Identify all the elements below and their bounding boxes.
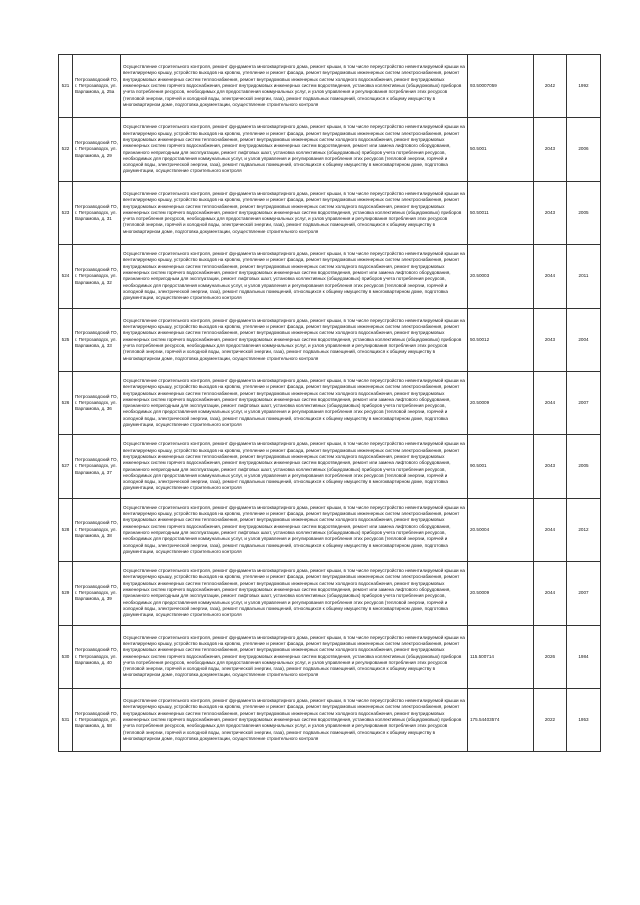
works-table-body [59,55,601,752]
row-number: 525 [59,308,73,371]
row-year-plan: 2043 [534,181,567,244]
table-row [59,562,601,625]
row-year-built: 2005 [567,181,601,244]
row-number: 524 [59,245,73,308]
row-year-plan: 2026 [534,625,567,688]
row-works: Осуществление строительного контроля, ремонт фундамента многоквартирного дома, ремонт крыши, в том числе переустройство невентилируемой крыши на вентилируемую крышу, устройство выходов на кровлю, утепление и ремонт фасада, ремонт внутридомовых инженерных систем электроснабжения, ремонт внутридомовых инженерных систем теплоснабжения, ремонт внутридомовых инженерных систем холодного водоснабжения, ремонт внутридомовых инженерных систем горячего водоснабжения, ремонт внутридомовых инженерных систем водоотведения, установка коллективных (общедомовых) приборов учета потребления ресурсов, необходимых для предоставления коммунальных услуг, и узлов управления и регулирования потребления этих ресурсов (тепловой энергии, горячей и холодной воды, электрической энергии, газа), ремонт подвальных помещений, относящихся к общему имуществу в многоквартирном доме, подготовка документации, осуществление строительного контроля [121,55,468,118]
row-works: Осуществление строительного контроля, ремонт фундамента многоквартирного дома, ремонт крыши, в том числе переустройство невентилируемой крыши на вентилируемую крышу, устройство выходов на кровлю, утепление и ремонт фасада, ремонт внутридомовых инженерных систем электроснабжения, ремонт внутридомовых инженерных систем теплоснабжения, ремонт внутридомовых инженерных систем холодного водоснабжения, ремонт внутридомовых инженерных систем горячего водоснабжения, ремонт внутридомовых инженерных систем водоотведения, установка коллективных (общедомовых) приборов учета потребления ресурсов, необходимых для предоставления коммунальных услуг, и узлов управления и регулирования потребления этих ресурсов (тепловой энергии, горячей и холодной воды, электрической энергии, газа), ремонт подвальных помещений, относящихся к общему имуществу в многоквартирном доме, подготовка документации, осуществление строительного контроля [121,688,468,751]
row-code: 20.50004 [468,498,534,561]
row-works: Осуществление строительного контроля, ремонт фундамента многоквартирного дома, ремонт крыши, в том числе переустройство невентилируемой крыши на вентилируемую крышу, устройство выходов на кровлю, утепление и ремонт фасада, ремонт внутридомовых инженерных систем электроснабжения, ремонт внутридомовых инженерных систем теплоснабжения, ремонт внутридомовых инженерных систем холодного водоснабжения, ремонт внутридомовых инженерных систем горячего водоснабжения, ремонт внутридомовых инженерных систем водоотведения, установка коллективных (общедомовых) приборов учета потребления ресурсов, необходимых для предоставления коммунальных услуг, и узлов управления и регулирования потребления этих ресурсов (тепловой энергии, горячей и холодной воды, электрической энергии, газа), ремонт подвальных помещений, относящихся к общему имуществу в многоквартирном доме, подготовка документации, осуществление строительного контроля [121,625,468,688]
row-works: Осуществление строительного контроля, ремонт фундамента многоквартирного дома, ремонт крыши, в том числе переустройство невентилируемой крыши на вентилируемую крышу, устройство выходов на кровлю, утепление и ремонт фасада, ремонт внутридомовых инженерных систем электроснабжения, ремонт внутридомовых инженерных систем теплоснабжения, ремонт внутридомовых инженерных систем холодного водоснабжения, ремонт внутридомовых инженерных систем горячего водоснабжения, ремонт внутридомовых инженерных систем водоотведения, ремонт или замена лифтового оборудования, признанного непригодным для эксплуатации, ремонт лифтовых шахт, установка коллективных (общедомовых) приборов учета потребления ресурсов, необходимых для предоставления коммунальных услуг, и узлов управления и регулирования потребления этих ресурсов (тепловой энергии, горячей и холодной воды, электрической энергии, газа), ремонт подвальных помещений, относящихся к общему имуществу в многоквартирном доме, подготовка документации, осуществление строительного контроля [121,118,468,181]
row-number: 521 [59,55,73,118]
row-number: 528 [59,498,73,561]
row-number: 531 [59,688,73,751]
row-works: Осуществление строительного контроля, ремонт фундамента многоквартирного дома, ремонт крыши, в том числе переустройство невентилируемой крыши на вентилируемую крышу, устройство выходов на кровлю, утепление и ремонт фасада, ремонт внутридомовых инженерных систем электроснабжения, ремонт внутридомовых инженерных систем теплоснабжения, ремонт внутридомовых инженерных систем холодного водоснабжения, ремонт внутридомовых инженерных систем горячего водоснабжения, ремонт внутридомовых инженерных систем водоотведения, ремонт или замена лифтового оборудования, признанного непригодным для эксплуатации, ремонт лифтовых шахт, установка коллективных (общедомовых) приборов учета потребления ресурсов, необходимых для предоставления коммунальных услуг, и узлов управления и регулирования потребления этих ресурсов (тепловой энергии, горячей и холодной воды, электрической энергии, газа), ремонт подвальных помещений, относящихся к общему имуществу в многоквартирном доме, подготовка документации, осуществление строительного контроля [121,245,468,308]
works-table [58,54,601,752]
table-row [59,688,601,751]
row-year-plan: 2044 [534,562,567,625]
row-year-built: 2007 [567,562,601,625]
row-year-plan: 2042 [534,55,567,118]
row-works: Осуществление строительного контроля, ремонт фундамента многоквартирного дома, ремонт крыши, в том числе переустройство невентилируемой крыши на вентилируемую крышу, устройство выходов на кровлю, утепление и ремонт фасада, ремонт внутридомовых инженерных систем электроснабжения, ремонт внутридомовых инженерных систем теплоснабжения, ремонт внутридомовых инженерных систем холодного водоснабжения, ремонт внутридомовых инженерных систем горячего водоснабжения, ремонт внутридомовых инженерных систем водоотведения, ремонт или замена лифтового оборудования, признанного непригодным для эксплуатации, ремонт лифтовых шахт, установка коллективных (общедомовых) приборов учета потребления ресурсов, необходимых для предоставления коммунальных услуг, и узлов управления и регулирования потребления этих ресурсов (тепловой энергии, горячей и холодной воды, электрической энергии, газа), ремонт подвальных помещений, относящихся к общему имуществу в многоквартирном доме, подготовка документации, осуществление строительного контроля [121,371,468,434]
row-code: 175.54403574 [468,688,534,751]
row-works: Осуществление строительного контроля, ремонт фундамента многоквартирного дома, ремонт крыши, в том числе переустройство невентилируемой крыши на вентилируемую крышу, устройство выходов на кровлю, утепление и ремонт фасада, ремонт внутридомовых инженерных систем электроснабжения, ремонт внутридомовых инженерных систем теплоснабжения, ремонт внутридомовых инженерных систем холодного водоснабжения, ремонт внутридомовых инженерных систем горячего водоснабжения, ремонт внутридомовых инженерных систем водоотведения, установка коллективных (общедомовых) приборов учета потребления ресурсов, необходимых для предоставления коммунальных услуг, и узлов управления и регулирования потребления этих ресурсов (тепловой энергии, горячей и холодной воды, электрической энергии, газа), ремонт подвальных помещений, относящихся к общему имуществу в многоквартирном доме, подготовка документации, осуществление строительного контроля [121,181,468,244]
row-works: Осуществление строительного контроля, ремонт фундамента многоквартирного дома, ремонт крыши, в том числе переустройство невентилируемой крыши на вентилируемую крышу, устройство выходов на кровлю, утепление и ремонт фасада, ремонт внутридомовых инженерных систем электроснабжения, ремонт внутридомовых инженерных систем теплоснабжения, ремонт внутридомовых инженерных систем холодного водоснабжения, ремонт внутридомовых инженерных систем горячего водоснабжения, ремонт внутридомовых инженерных систем водоотведения, ремонт или замена лифтового оборудования, признанного непригодным для эксплуатации, ремонт лифтовых шахт, установка коллективных (общедомовых) приборов учета потребления ресурсов, необходимых для предоставления коммунальных услуг, и узлов управления и регулирования потребления этих ресурсов (тепловой энергии, горячей и холодной воды, электрической энергии, газа), ремонт подвальных помещений, относящихся к общему имуществу в многоквартирном доме, подготовка документации, осуществление строительного контроля [121,562,468,625]
row-code: 115.500714 [468,625,534,688]
row-address: Петрозаводский ГО, г. Петрозаводск, ул. Варламова, д. 32 [73,245,121,308]
row-year-built: 2011 [567,245,601,308]
table-row [59,245,601,308]
row-address: Петрозаводский ГО, г. Петрозаводск, ул. Варламова, д. 25а [73,55,121,118]
row-number: 530 [59,625,73,688]
row-code: 93.50007059 [468,55,534,118]
table-row [59,181,601,244]
row-number: 522 [59,118,73,181]
row-year-built: 2005 [567,435,601,498]
table-row [59,308,601,371]
table-row [59,435,601,498]
row-address: Петрозаводский ГО, г. Петрозаводск, ул. Варламова, д. 36 [73,371,121,434]
table-row [59,371,601,434]
table-row [59,625,601,688]
row-year-plan: 2043 [534,308,567,371]
row-year-built: 1953 [567,688,601,751]
table-row [59,55,601,118]
row-code: 20.50009 [468,371,534,434]
row-year-plan: 2043 [534,435,567,498]
table-row [59,118,601,181]
row-works: Осуществление строительного контроля, ремонт фундамента многоквартирного дома, ремонт крыши, в том числе переустройство невентилируемой крыши на вентилируемую крышу, устройство выходов на кровлю, утепление и ремонт фасада, ремонт внутридомовых инженерных систем электроснабжения, ремонт внутридомовых инженерных систем теплоснабжения, ремонт внутридомовых инженерных систем холодного водоснабжения, ремонт внутридомовых инженерных систем горячего водоснабжения, ремонт внутридомовых инженерных систем водоотведения, установка коллективных (общедомовых) приборов учета потребления ресурсов, необходимых для предоставления коммунальных услуг, и узлов управления и регулирования потребления этих ресурсов (тепловой энергии, горячей и холодной воды, электрической энергии, газа), ремонт подвальных помещений, относящихся к общему имуществу в многоквартирном доме, подготовка документации, осуществление строительного контроля [121,308,468,371]
row-code: 50.50011 [468,181,534,244]
row-address: Петрозаводский ГО, г. Петрозаводск, ул. Варламова, д. 38 [73,498,121,561]
row-year-built: 2004 [567,308,601,371]
row-number: 523 [59,181,73,244]
row-works: Осуществление строительного контроля, ремонт фундамента многоквартирного дома, ремонт крыши, в том числе переустройство невентилируемой крыши на вентилируемую крышу, устройство выходов на кровлю, утепление и ремонт фасада, ремонт внутридомовых инженерных систем электроснабжения, ремонт внутридомовых инженерных систем теплоснабжения, ремонт внутридомовых инженерных систем холодного водоснабжения, ремонт внутридомовых инженерных систем горячего водоснабжения, ремонт внутридомовых инженерных систем водоотведения, ремонт или замена лифтового оборудования, признанного непригодным для эксплуатации, ремонт лифтовых шахт, установка коллективных (общедомовых) приборов учета потребления ресурсов, необходимых для предоставления коммунальных услуг, и узлов управления и регулирования потребления этих ресурсов (тепловой энергии, горячей и холодной воды, электрической энергии, газа), ремонт подвальных помещений, относящихся к общему имуществу в многоквартирном доме, подготовка документации, осуществление строительного контроля [121,498,468,561]
row-year-built: 1992 [567,55,601,118]
row-code: 20.50009 [468,562,534,625]
row-year-plan: 2044 [534,245,567,308]
row-year-plan: 2044 [534,371,567,434]
row-year-built: 2012 [567,498,601,561]
row-number: 527 [59,435,73,498]
row-year-plan: 2022 [534,688,567,751]
row-year-plan: 2043 [534,118,567,181]
row-number: 529 [59,562,73,625]
row-address: Петрозаводский ГО, г. Петрозаводск, ул. Варламова, д. 33 [73,308,121,371]
row-address: Петрозаводский ГО, г. Петрозаводск, ул. Варламова, д. 37 [73,435,121,498]
row-address: Петрозаводский ГО, г. Петрозаводск, ул. Варламова, д. 58 [73,688,121,751]
row-address: Петрозаводский ГО, г. Петрозаводск, ул. Варламова, д. 31 [73,181,121,244]
row-code: 50.50012 [468,308,534,371]
row-works: Осуществление строительного контроля, ремонт фундамента многоквартирного дома, ремонт крыши, в том числе переустройство невентилируемой крыши на вентилируемую крышу, устройство выходов на кровлю, утепление и ремонт фасада, ремонт внутридомовых инженерных систем электроснабжения, ремонт внутридомовых инженерных систем теплоснабжения, ремонт внутридомовых инженерных систем холодного водоснабжения, ремонт внутридомовых инженерных систем горячего водоснабжения, ремонт внутридомовых инженерных систем водоотведения, ремонт или замена лифтового оборудования, признанного непригодным для эксплуатации, ремонт лифтовых шахт, установка коллективных (общедомовых) приборов учета потребления ресурсов, необходимых для предоставления коммунальных услуг, и узлов управления и регулирования потребления этих ресурсов (тепловой энергии, горячей и холодной воды, электрической энергии, газа), ремонт подвальных помещений, относящихся к общему имуществу в многоквартирном доме, подготовка документации, осуществление строительного контроля [121,435,468,498]
table-row [59,498,601,561]
row-year-plan: 2044 [534,498,567,561]
row-address: Петрозаводский ГО, г. Петрозаводск, ул. Варламова, д. 29 [73,118,121,181]
row-year-built: 2007 [567,371,601,434]
row-code: 50.5001 [468,118,534,181]
row-code: 20.50003 [468,245,534,308]
row-year-built: 2006 [567,118,601,181]
row-year-built: 1984 [567,625,601,688]
row-address: Петрозаводский ГО, г. Петрозаводск, ул. Варламова, д. 40 [73,625,121,688]
row-code: 90.5001 [468,435,534,498]
row-number: 526 [59,371,73,434]
row-address: Петрозаводский ГО, г. Петрозаводск, ул. Варламова, д. 39 [73,562,121,625]
